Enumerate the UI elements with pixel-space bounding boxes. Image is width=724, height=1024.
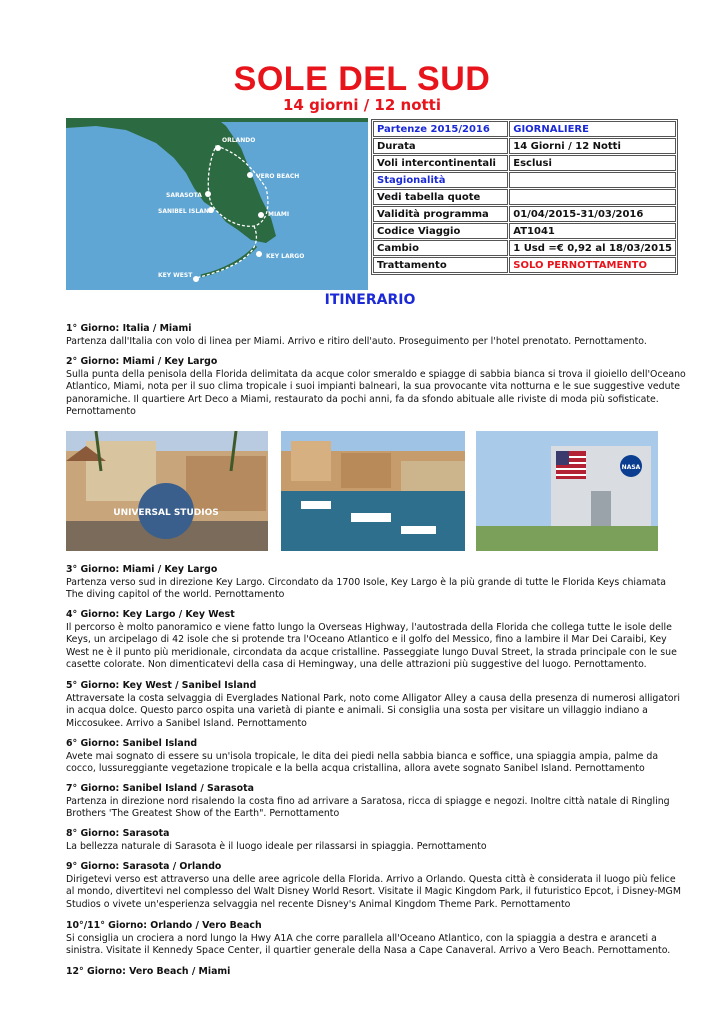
- day-text: Si consiglia un crociera a nord lungo la Hwy A1A che corre parallela all'Oceano Atlantico, con la spiaggia a destra e aranceti a sinistra. Visitate il Kennedy Space Center, il quartier generale della Nasa a Cape Canaveral. Arrivo a Vero Beach. Pernottamento.: [66, 932, 671, 957]
- day-text: Attraversate la costa selvaggia di Everglades National Park, noto come Alligator Alley a causa della presenza di numerosi alligatori in acqua dolce. Questo parco ospita una varietà di piante e animali. Si consiglia una sosta per visitare un villaggio indiano a Miccosukee. Arrivo a Sanibel Island. Pernottamento: [66, 692, 680, 729]
- map-marker-orlando: [215, 145, 221, 151]
- info-row: [373, 172, 676, 188]
- day-text: Partenza verso sud in direzione Key Largo. Circondato da 1700 Isole, Key Largo è la più grande di tutte le Florida Keys chiamata The diving capitol of the world. Pernottamento: [66, 576, 667, 601]
- day-block: [66, 738, 686, 776]
- map-label-sarasota: SARASOTA: [166, 192, 202, 199]
- day-block: [66, 564, 686, 602]
- info-value: 1 Usd =€ 0,92 al 18/03/2015: [509, 240, 676, 256]
- info-row: [373, 240, 676, 256]
- info-label: Partenze 2015/2016: [373, 121, 508, 137]
- day-title: 2° Giorno: Miami / Key Largo: [66, 356, 218, 367]
- day-title: 4° Giorno: Key Largo / Key West: [66, 609, 235, 620]
- day-block: [66, 323, 686, 348]
- day-text: La bellezza naturale di Sarasota è il luogo ideale per rilassarsi in spiaggia. Pernottamento: [66, 840, 487, 852]
- map-label-orlando: ORLANDO: [222, 137, 256, 144]
- info-value: AT1041: [509, 223, 676, 239]
- info-row: [373, 257, 676, 273]
- day-block: [66, 861, 686, 911]
- info-label: Durata: [373, 138, 508, 154]
- photo-nasa-building: [476, 431, 658, 551]
- day-title: 3° Giorno: Miami / Key Largo: [66, 564, 218, 575]
- day-title: 9° Giorno: Sarasota / Orlando: [66, 861, 222, 872]
- info-row: [373, 223, 676, 239]
- day-block: [66, 920, 686, 958]
- map-label-vero-beach: VERO BEACH: [256, 173, 300, 180]
- info-row: [373, 121, 676, 137]
- day-title: 12° Giorno: Vero Beach / Miami: [66, 966, 231, 977]
- info-row: [373, 138, 676, 154]
- info-row: [373, 206, 676, 222]
- day-block: [66, 966, 686, 979]
- photo-marina: [281, 431, 465, 551]
- map-label-miami: MIAMI: [268, 211, 290, 218]
- itinerary-heading: ITINERARIO: [324, 292, 416, 308]
- info-value: 01/04/2015-31/03/2016: [509, 206, 676, 222]
- map-label-key-west: KEY WEST: [158, 272, 193, 279]
- day-block: [66, 680, 686, 730]
- day-title: 5° Giorno: Key West / Sanibel Island: [66, 680, 257, 691]
- page-subtitle: 14 giorni / 12 notti: [283, 96, 441, 114]
- day-block: [66, 828, 686, 853]
- day-text: Partenza in direzione nord risalendo la costa fino ad arrivare a Saratosa, ricca di spiagge e negozi. Inoltre città natale di Ringling Brothers 'The Greatest Show of the Earth". Pernottamento: [66, 795, 670, 820]
- info-value: Esclusi: [509, 155, 676, 171]
- day-title: 6° Giorno: Sanibel Island: [66, 738, 198, 749]
- map-marker-vero-beach: [247, 172, 253, 178]
- info-row: [373, 189, 676, 205]
- day-title: 1° Giorno: Italia / Miami: [66, 323, 192, 334]
- info-row: [373, 155, 676, 171]
- map-marker-miami: [258, 212, 264, 218]
- day-text: Sulla punta della penisola della Florida delimitata da acque color smeraldo e spiagge di sabbia bianca si trova il gioiello dell'Oceano Atlantico, Miami, nota per il suo clima tropicale i suoi impianti balneari, la sua provocante vita notturna e le sue suggestive vedute panoramiche. Il quartiere Art Deco a Miami, restaurato da pochi anni, fa da sfondo abituale alle riviste di moda più sofisticate. Pernottamento: [66, 368, 686, 418]
- day-title: 10°/11° Giorno: Orlando / Vero Beach: [66, 920, 262, 931]
- nasa-logo-text: NASA: [621, 464, 641, 471]
- map-marker-key-largo: [256, 251, 262, 257]
- info-value: 14 Giorni / 12 Notti: [509, 138, 676, 154]
- page-title: SOLE DEL SUD: [233, 60, 491, 98]
- info-label: Voli intercontinentali: [373, 155, 508, 171]
- photo-universal-studios: [66, 431, 268, 551]
- trip-info-table: [371, 119, 678, 275]
- day-block: [66, 609, 686, 672]
- info-value: GIORNALIERE: [509, 121, 676, 137]
- info-value: [509, 172, 676, 188]
- day-text: Dirigetevi verso est attraverso una delle aree agricole della Florida. Arrivo a Orlando. Questa città è considerata il luogo più felice al mondo, divertitevi nel complesso del Walt Disney World Resort. Visitate il Magic Kingdom Park, il futuristico Epcot, i Disney-MGM Studios o vivete un'esperienza selvaggia nel recente Disney's Animal Kingdom Theme Park. Pernottamento: [66, 873, 681, 910]
- day-title: 7° Giorno: Sanibel Island / Sarasota: [66, 783, 254, 794]
- info-label: Stagionalità: [373, 172, 508, 188]
- info-label: Vedi tabella quote: [373, 189, 508, 205]
- day-text: Partenza dall'Italia con volo di linea per Miami. Arrivo e ritiro dell'auto. Proseguimento per l'hotel prenotato. Pernottamento.: [66, 335, 647, 347]
- info-label: Codice Viaggio: [373, 223, 508, 239]
- info-value: [509, 189, 676, 205]
- day-text: Avete mai sognato di essere su un'isola tropicale, le dita dei piedi nella sabbia bianca e soffice, una spiaggia ampia, palme da cocco, lussureggiante vegetazione tropicale e la bella acqua cristallina, allora avete sognato Sanibel Island. Pernottamento: [66, 750, 659, 775]
- info-value: SOLO PERNOTTAMENTO: [509, 257, 676, 273]
- info-label: Validità programma: [373, 206, 508, 222]
- info-label: Trattamento: [373, 257, 508, 273]
- day-block: [66, 783, 686, 821]
- info-label: Cambio: [373, 240, 508, 256]
- map-label-sanibel-island: SANIBEL ISLAND: [158, 208, 214, 215]
- day-block: [66, 356, 686, 419]
- day-text: Il percorso è molto panoramico e viene fatto lungo la Overseas Highway, l'autostrada della Florida che collega tutte le isole delle Keys, un arcipelago di 42 isole che si protende tra l'Oceano Atlantico e il golfo del Messico, fino a lambire il Mar Dei Caraibi, Key West ne è il punto più meridionale, circondata da acque cristalline. Passeggiate lungo Duval Street, la strada principale con le sue casette colorate. Non dimenticatevi della casa di Hemingway, una delle attrazioni più suggestive del luogo. Pernottamento.: [66, 621, 677, 671]
- map-label-key-largo: KEY LARGO: [266, 253, 305, 260]
- day-title: 8° Giorno: Sarasota: [66, 828, 170, 839]
- universal-sign-text: UNIVERSAL STUDIOS: [113, 508, 219, 518]
- map-marker-key-west: [193, 276, 199, 282]
- map-marker-sarasota: [205, 191, 211, 197]
- florida-route-map: [66, 118, 368, 290]
